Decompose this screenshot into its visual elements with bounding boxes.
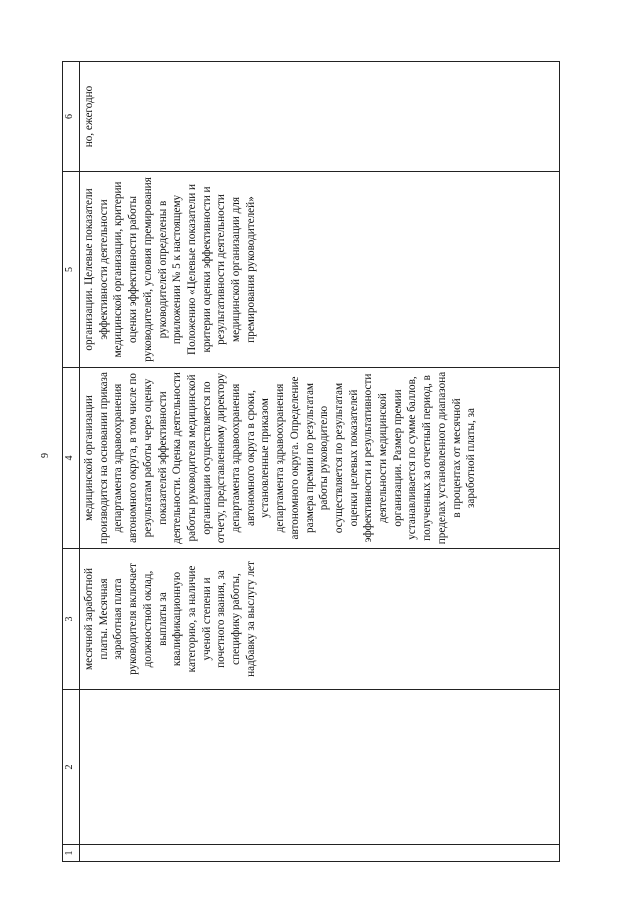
regulation-table: [62, 61, 560, 862]
column-number-5: 5: [63, 172, 80, 368]
column-number-1: 1: [63, 845, 80, 862]
cell-target-indicators: организации. Целевые показатели эффективности деятельности медицинской организации, критерии оценки эффективности работы руководителей, условия премирования руководителей определены в приложении № 5 к настоящему Положению «Целевые показатели и критерии оценки эффективности и результативности деятельности медицинской организации для премирования руководителей»: [80, 172, 560, 368]
rotated-table-container: [62, 62, 560, 862]
cell-bonus-procedure: медицинской организации производится на основании приказа департамента здравоохранения автономного округа, в том числе по результатам работы через оценку показателей эффективности деятельности. Оценка деятельности работы руководителя медицинской организации осуществляется по отчету, представленному директору департамента здравоохранения автономного округа в сроки, установленные приказом департамента здравоохранения автономного округа. Определение размера премии по результатам работы руководителю осуществляется по результатам оценки целевых показателей эффективности и результативности деятельности медицинской организации. Размер премии устанавливается по сумме баллов, полученных за отчетный период, в пределах установленного диапазона в процентах от месячной заработной платы, за: [80, 368, 560, 549]
cell-col2: [80, 690, 560, 845]
table-header-row: [63, 62, 80, 862]
column-number-6: 6: [63, 62, 80, 172]
page-number: 9: [40, 453, 51, 458]
column-number-4: 4: [63, 368, 80, 549]
column-number-3: 3: [63, 549, 80, 690]
cell-frequency: но, ежегодно: [80, 62, 560, 172]
cell-salary-structure: месячной заработной платы. Месячная заработная плата руководителя включает должностной оклад, выплаты за квалификационную категорию, за наличие ученой степени и почетного звания, за специфику работы, надбавку за выслугу лет: [80, 549, 560, 690]
column-number-2: 2: [63, 690, 80, 845]
table-row: [80, 62, 560, 862]
cell-col1: [80, 845, 560, 862]
